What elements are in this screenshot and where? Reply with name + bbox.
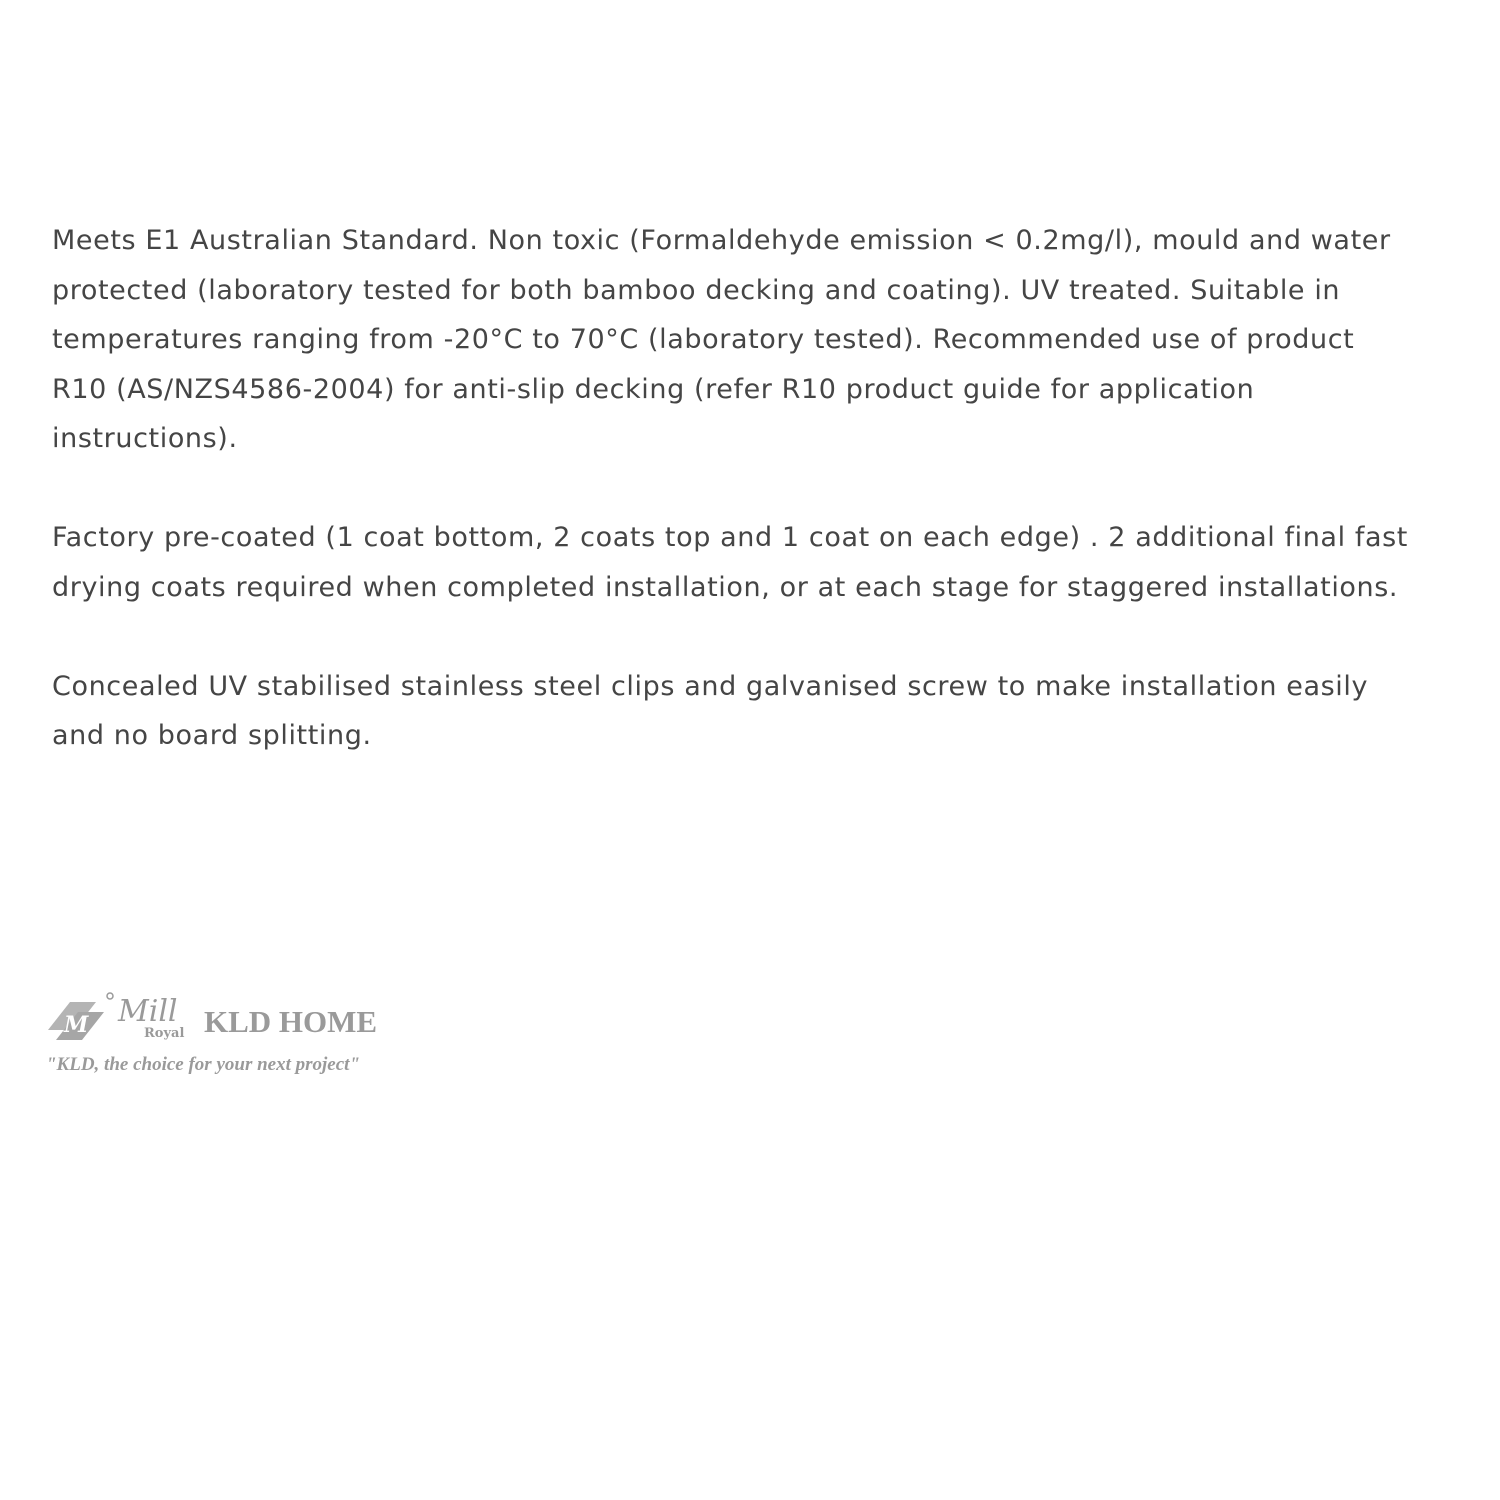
logo-brand-text: KLD HOME	[204, 1004, 378, 1039]
paragraph-installation: Concealed UV stabilised stainless steel clips and galvanised screw to make installation easily and no board splitting.	[52, 670, 1369, 751]
logo-mill-text: Mill	[118, 994, 178, 1029]
product-description	[52, 216, 1412, 810]
logo-tagline: "KLD, the choice for your next project"	[46, 1054, 360, 1075]
paragraph-coating: Factory pre-coated (1 coat bottom, 2 coats top and 1 coat on each edge) . 2 additional final fast drying coats required when completed installation, or at each stage for staggered installations.	[52, 522, 1408, 603]
paragraph-standards: Meets E1 Australian Standard. Non toxic (Formaldehyde emission < 0.2mg/l), mould and water protected (laboratory tested for both bamboo decking and coating). UV treated. Suitable in temperatures ranging from -20°C to 70°C (laboratory tested). Recommended use of product R10 (AS/NZS4586-2004) for anti-slip decking (refer R10 product guide for application instructions).	[52, 225, 1391, 454]
kld-home-logo	[44, 988, 404, 1088]
mill-royal-logo-mark-icon	[44, 990, 116, 1050]
svg-text:M: M	[64, 1012, 89, 1038]
logo-royal-text: Royal	[144, 1026, 185, 1041]
